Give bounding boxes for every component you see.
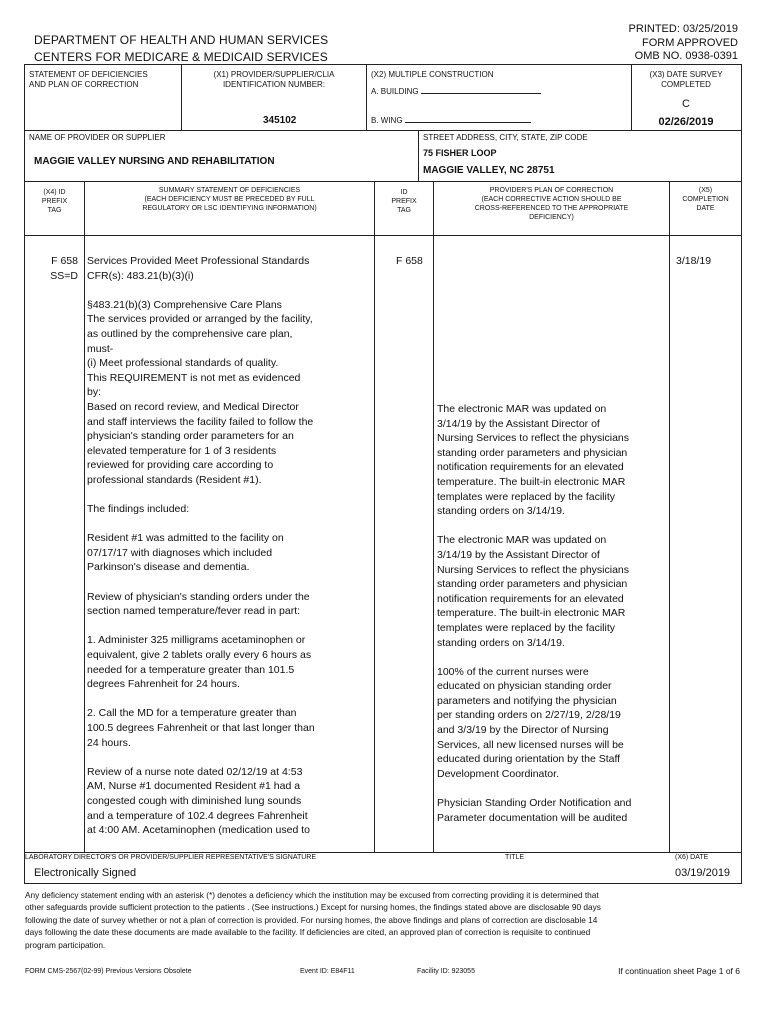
survey-code: C	[682, 98, 690, 110]
department-name: DEPARTMENT OF HEALTH AND HUMAN SERVICES	[34, 33, 329, 47]
x4-column-header: (X4) ID PREFIX TAG	[41, 189, 68, 214]
signature-label: LABORATORY DIRECTOR'S OR PROVIDER/SUPPLIER REPRESENTATIVE'S SIGNATURE	[25, 854, 317, 861]
form-number: FORM CMS-2567(02-99) Previous Versions Obsolete	[25, 968, 192, 975]
deficiency-paragraph: Review of physician's standing orders under the section named temperature/fever read in part:	[87, 590, 310, 618]
x2-label: (X2) MULTIPLE CONSTRUCTION	[371, 70, 494, 79]
x3-label: (X3) DATE SURVEY COMPLETED	[649, 70, 723, 89]
omb-number: OMB NO. 0938-0391	[634, 50, 738, 62]
deficiency-paragraph: The findings included:	[87, 503, 190, 516]
plan-paragraph: 100% of the current nurses were educated on physician standing order parameters and notifying the physician per standing orders on 2/27/19, 2/28/19 and 3/3/19 by the Director of Nursing Services, all new licensed nurses will be educated during orientation by the Staff Development Coordinator.	[437, 665, 624, 780]
completion-date: 3/18/19	[676, 255, 712, 267]
agency-name: CENTERS FOR MEDICARE & MEDICAID SERVICES	[34, 50, 328, 64]
event-id: Event ID: E84F11	[300, 968, 355, 975]
provider-id-number: 345102	[263, 115, 297, 126]
provider-name-label: NAME OF PROVIDER OR SUPPLIER	[29, 133, 166, 142]
title-label: TITLE	[505, 854, 525, 861]
provider-name: MAGGIE VALLEY NURSING AND REHABILITATION	[34, 156, 275, 167]
deficiency-paragraph: Resident #1 was admitted to the facility on 07/17/17 with diagnoses which included Parkinson's disease and dementia.	[87, 532, 284, 574]
survey-date: 02/26/2019	[658, 116, 714, 128]
deficiency-paragraph: 1. Administer 325 milligrams acetaminophen or equivalent, give 2 tablets orally every 6 hours as needed for a temperature greater than 101.5 degrees Fahrenheit for 24 hours.	[87, 634, 312, 691]
building-label: A. BUILDING	[371, 85, 541, 97]
signature-value: Electronically Signed	[34, 867, 137, 879]
deficiency-paragraph: Services Provided Meet Professional Standards CFR(s): 483.21(b)(3)(i)	[87, 255, 310, 282]
plan-tag: F 658	[396, 255, 423, 267]
plan-column-header: PROVIDER'S PLAN OF CORRECTION (EACH CORRECTIVE ACTION SHOULD BE CROSS-REFERENCED TO THE APPROPRIATE DEFICIENCY)	[474, 187, 629, 221]
wing-label: B. WING	[371, 114, 531, 126]
x1-label: (X1) PROVIDER/SUPPLIER/CLIA IDENTIFICATION NUMBER:	[213, 70, 335, 89]
page-indicator: If continuation sheet Page 1 of 6	[618, 966, 740, 976]
address-label: STREET ADDRESS, CITY, STATE, ZIP CODE	[423, 133, 588, 142]
form-approved: FORM APPROVED	[642, 37, 738, 49]
street-address: 75 FISHER LOOP	[423, 148, 497, 158]
facility-id: Facility ID: 923055	[417, 968, 475, 975]
date-label: (X6) DATE	[675, 854, 709, 861]
deficiency-paragraph: §483.21(b)(3) Comprehensive Care Plans The services provided or arranged by the facility, as outlined by the comprehensive care plan, must- (i) Meet professional standards of quality. This REQUIREMENT is not met as evidenced by: Based on record review, and Medical Director and staff interviews the facility failed to follow the physician's standing order parameters for an elevated temperature for 1 of 3 residents reviewed for providing care according to professional standards (Resident #1).	[87, 298, 314, 486]
plan-paragraph: The electronic MAR was updated on 3/14/19 by the Assistant Director of Nursing Services to reflect the physicians standing order parameters and physician notification requirements for an elevated temperature. The built-in electronic MAR templates were replaced by the facility standing orders on 3/14/19.	[437, 403, 629, 518]
plan-paragraph: The electronic MAR was updated on 3/14/19 by the Assistant Director of Nursing Services to reflect the physicians standing order parameters and physician notification requirements for an elevated temperature. The built-in electronic MAR templates were replaced by the facility standing orders on 3/14/19.	[437, 534, 629, 649]
deficiency-paragraph: Review of a nurse note dated 02/12/19 at 4:53 AM, Nurse #1 documented Resident #1 had a congested cough with diminished lung sounds and a temperature of 102.4 degrees Fahrenheit at 4:00 AM. Acetaminophen (medication used to	[87, 765, 310, 837]
city-state-zip: MAGGIE VALLEY, NC 28751	[423, 165, 555, 176]
statement-label: STATEMENT OF DEFICIENCIES AND PLAN OF CORRECTION	[29, 70, 148, 89]
plan-paragraph: Physician Standing Order Notification and Parameter documentation will be audited	[437, 797, 632, 824]
plan-of-correction	[437, 402, 667, 848]
printed-date: PRINTED: 03/25/2019	[628, 23, 738, 35]
id-column-header: ID PREFIX TAG	[391, 189, 417, 214]
signature-date: 03/19/2019	[675, 867, 731, 879]
summary-column-header: SUMMARY STATEMENT OF DEFICIENCIES (EACH DEFICIENCY MUST BE PRECEDED BY FULL REGULATORY OR LSC IDENTIFYING INFORMATION)	[142, 187, 317, 212]
deficiency-statement	[87, 254, 372, 848]
completion-column-header: (X5) COMPLETION DATE	[682, 187, 729, 212]
deficiency-paragraph: 2. Call the MD for a temperature greater than 100.5 degrees Fahrenheit or that last longer than 24 hours.	[87, 707, 315, 749]
deficiency-tag: F 658 SS=D	[50, 255, 78, 282]
disclaimer-text: Any deficiency statement ending with an asterisk (*) denotes a deficiency which the institution may be excused from correcting providing it is determined that other safeguards provide sufficient protection to the patients . (See instructions.) Except for nursing homes, the findings stated above are disclosable 90 days following the date of survey whether or not a plan of correction is provided. For nursing homes, the above findings and plans of correction are disclosable 14 days following the date these documents are made available to the facility. If deficiencies are cited, an approved plan of correction is requisite to continued program participation.	[25, 890, 601, 950]
